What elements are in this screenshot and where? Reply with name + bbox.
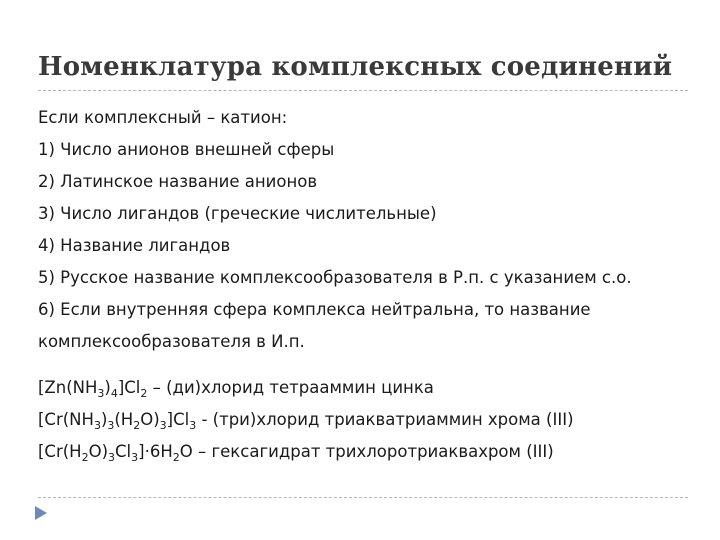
example-line	[38, 436, 688, 468]
compound-name: – (ди)хлорид тетрааммин цинка	[147, 378, 434, 397]
compound-name: - (три)хлорид триакватриаммин хрома (III)	[196, 410, 574, 429]
rule-item: 2) Латинское название анионов	[38, 172, 318, 191]
spacer	[38, 358, 688, 372]
slide-body	[38, 102, 688, 468]
rule-item: 5) Русское название комплексообразователя в Р.п. с указанием с.о.	[38, 268, 632, 287]
title-divider	[38, 90, 688, 91]
chemical-formula: $[Cr(NH_3)_3(H_2O)_3]Cl_3$	[38, 410, 197, 432]
compound-name: – гексагидрат трихлоротриаквахром (III)	[192, 442, 554, 461]
slide-title: Номенклатура комплексных соединений	[38, 52, 673, 82]
footer-divider	[38, 497, 688, 498]
chemical-formula: $[Zn(NH_3)_4]Cl_2$	[38, 378, 148, 400]
rule-item: 6) Если внутренняя сфера комплекса нейтральна, то название комплексообразователя в И.п.	[38, 300, 591, 351]
rule-item: 1) Число анионов внешней сферы	[38, 140, 335, 159]
chemical-formula: $[Cr(H_2O)_3Cl_3]\cdot 6H_2O$	[38, 442, 193, 464]
triangle-right-icon	[34, 505, 48, 521]
rule-item: 4) Название лигандов	[38, 236, 231, 255]
example-line	[38, 372, 688, 404]
intro-line: Если комплексный – катион:	[38, 108, 288, 127]
example-line	[38, 404, 688, 436]
rule-item: 3) Число лигандов (греческие числительные)	[38, 204, 437, 223]
